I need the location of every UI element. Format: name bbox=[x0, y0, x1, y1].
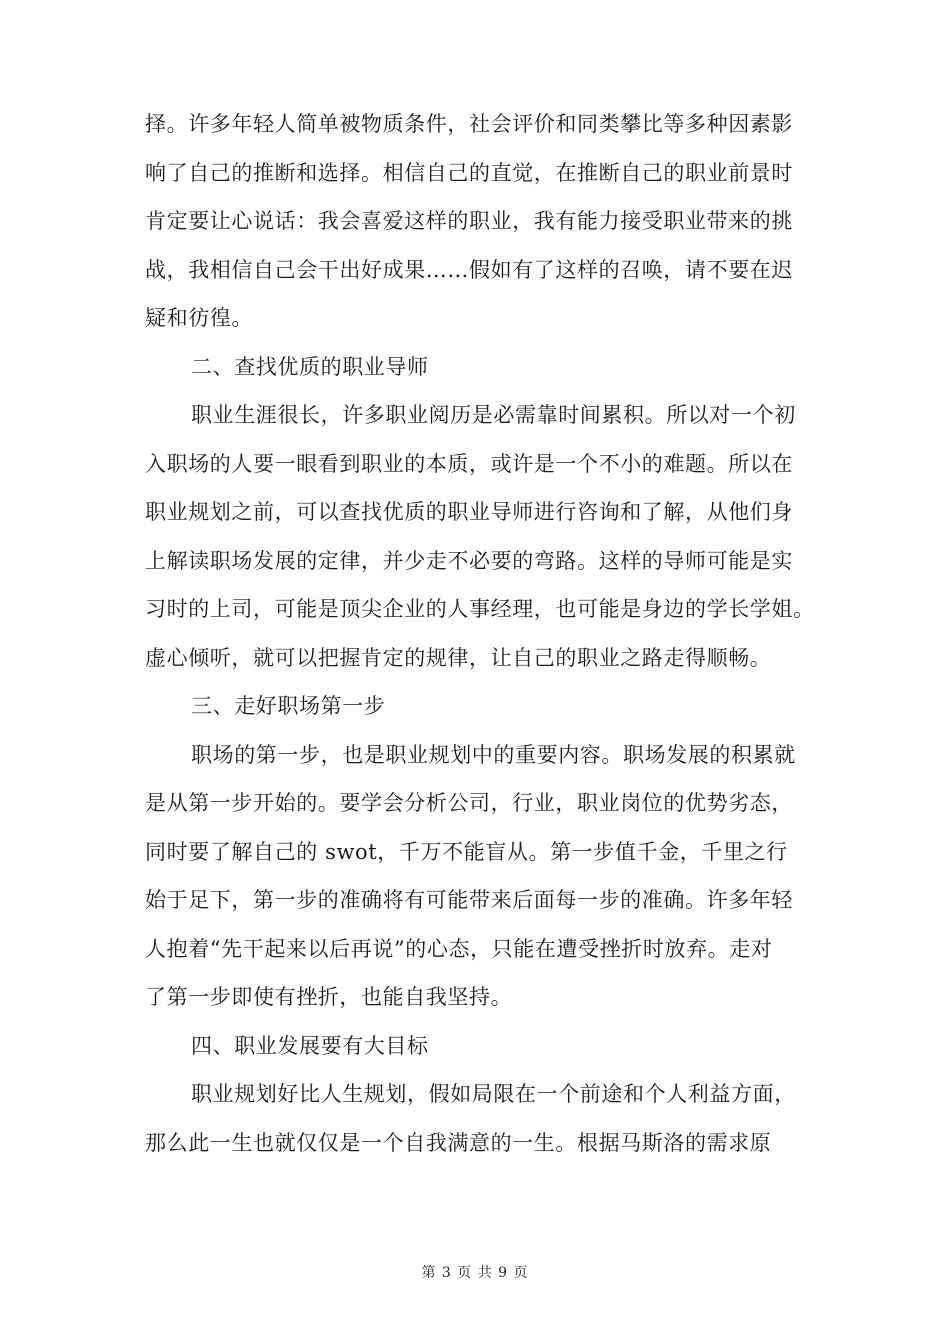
page-footer bbox=[0, 1262, 950, 1282]
document-body bbox=[145, 100, 815, 1167]
text-line: 疑和彷徨。 bbox=[145, 306, 253, 330]
text-line: 职业规划之前，可以查找优质的职业导师进行咨询和了解，从他们身 bbox=[145, 500, 793, 524]
text-line: 始于足下，第一步的准确将有可能带来后面每一步的准确。许多年轻 bbox=[145, 888, 793, 912]
text-line: 那么此一生也就仅仅是一个自我满意的一生。根据马斯洛的需求原 bbox=[145, 1130, 772, 1155]
text-line: 响了自己的推断和选择。相信自己的直觉，在推断自己的职业前景时 bbox=[145, 160, 793, 185]
page-number-label: 第 3 页 共 9 页 bbox=[421, 1265, 529, 1281]
section-heading: 三、走好职场第一步 bbox=[191, 694, 386, 718]
text-line: 同时要了解自己的 swot，千万不能盲从。第一步值千金，千里之行 bbox=[145, 839, 788, 864]
text-line: 战，我相信自己会干出好成果……假如有了这样的召唤，请不要在迟 bbox=[145, 257, 793, 282]
section-heading: 二、查找优质的职业导师 bbox=[191, 354, 429, 379]
text-line: 入职场的人要一眼看到职业的本质，或许是一个不小的难题。所以在 bbox=[145, 451, 793, 476]
text-line: 了第一步即使有挫折，也能自我坚持。 bbox=[145, 985, 513, 1009]
paragraph-start-line: 职场的第一步，也是职业规划中的重要内容。职场发展的积累就 bbox=[191, 742, 796, 767]
text-line: 择。许多年轻人简单被物质条件，社会评价和同类攀比等多种因素影 bbox=[145, 112, 793, 136]
section-heading: 四、职业发展要有大目标 bbox=[191, 1033, 429, 1058]
text-line: 人抱着“先干起来以后再说”的心态，只能在遭受挫折时放弃。走对 bbox=[145, 936, 773, 961]
text-line: 虚心倾听，就可以把握肯定的规律，让自己的职业之路走得顺畅。 bbox=[145, 645, 772, 670]
text-line: 上解读职场发展的定律，并少走不必要的弯路。这样的导师可能是实 bbox=[145, 548, 793, 573]
paragraph-start-line: 职业生涯很长，许多职业阅历是必需靠时间累积。所以对一个初 bbox=[191, 403, 796, 427]
text-line: 肯定要让心说话：我会喜爱这样的职业，我有能力接受职业带来的挑 bbox=[145, 209, 793, 233]
paragraph-start-line: 职业规划好比人生规划，假如局限在一个前途和个人利益方面， bbox=[191, 1082, 796, 1106]
text-line: 是从第一步开始的。要学会分析公司，行业，职业岗位的优势劣态， bbox=[145, 791, 793, 815]
text-line: 习时的上司，可能是顶尖企业的人事经理，也可能是身边的学长学姐。 bbox=[145, 597, 815, 621]
